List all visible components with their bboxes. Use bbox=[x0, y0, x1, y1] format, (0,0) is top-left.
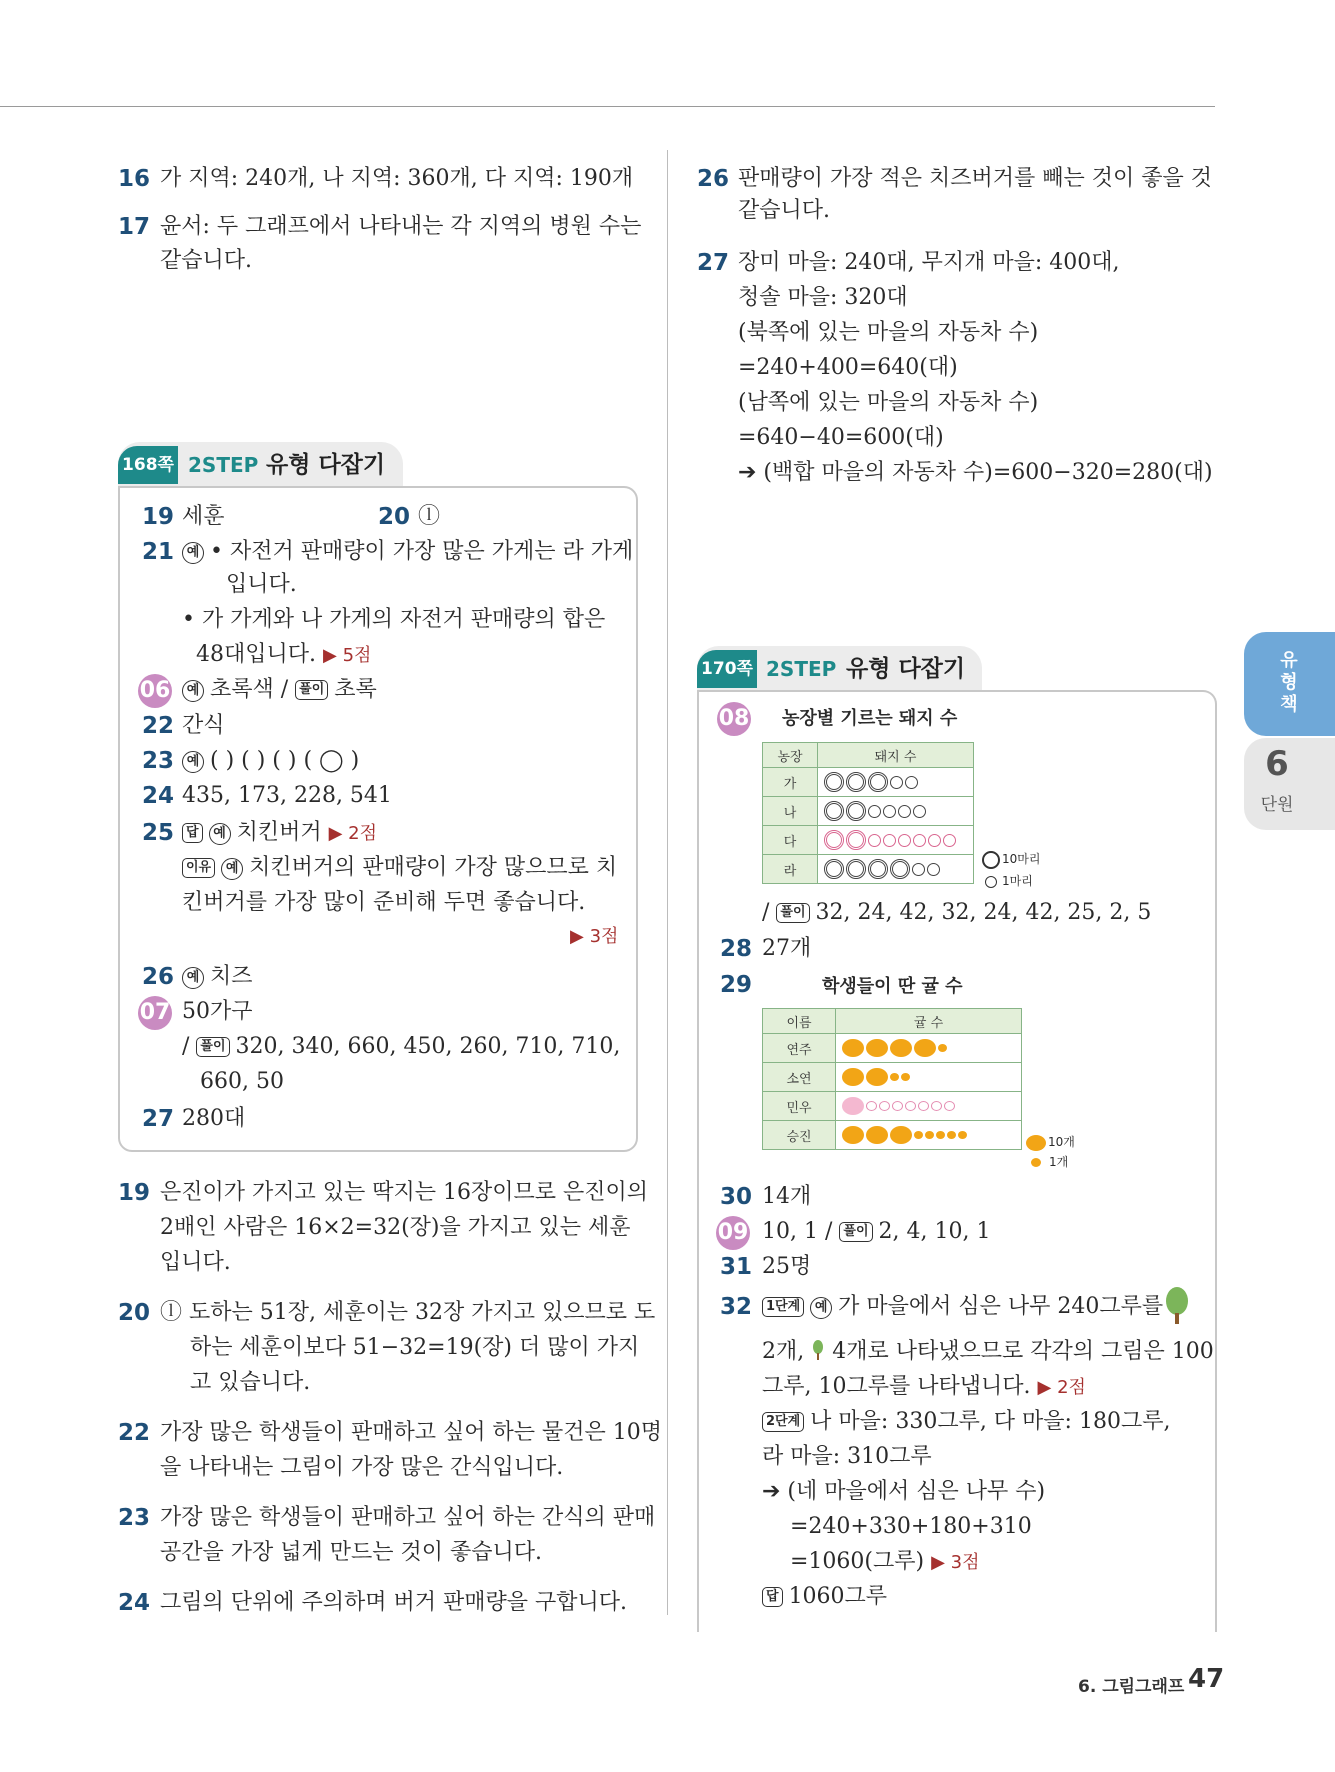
tangerine-10-icon bbox=[890, 1039, 912, 1057]
pig-1-icon bbox=[898, 805, 911, 818]
s22-number: 22 bbox=[118, 1420, 151, 1446]
big-tree-icon bbox=[1164, 1286, 1190, 1326]
footer-chapter: 6. 그림그래프 bbox=[1078, 1677, 1185, 1697]
tangerine-1-icon bbox=[936, 1131, 945, 1139]
pig-10-icon bbox=[846, 859, 866, 879]
tangerine-1-icon bbox=[938, 1044, 947, 1052]
pig-1-icon bbox=[943, 834, 956, 847]
pig-1-icon bbox=[883, 834, 896, 847]
b29-graph-title: 학생들이 딴 귤 수 bbox=[822, 976, 963, 997]
b29-number: 29 bbox=[720, 972, 753, 998]
q27-line6: =640−40=600(대) bbox=[738, 425, 944, 450]
b08-graph-title: 농장별 기르는 돼지 수 bbox=[782, 708, 958, 729]
column-divider bbox=[667, 150, 668, 1615]
q26-number: 26 bbox=[697, 166, 730, 192]
q27-line1: 장미 마을: 240대, 무지개 마을: 400대, bbox=[738, 250, 1120, 275]
table-row: 라 bbox=[763, 855, 974, 884]
q27-line2: 청솔 마을: 320대 bbox=[738, 285, 908, 310]
table-row: 민우 bbox=[763, 1092, 1022, 1121]
b07-line3: 660, 50 bbox=[200, 1069, 284, 1094]
b21-line1: 예 • 자전거 판매량이 가장 많은 가게는 라 가게 bbox=[182, 537, 633, 567]
b31-number: 31 bbox=[720, 1254, 753, 1280]
q27-line3: (북쪽에 있는 마을의 자동차 수) bbox=[738, 320, 1039, 345]
b24-number: 24 bbox=[142, 783, 175, 809]
b26-text: 예 치즈 bbox=[182, 962, 253, 992]
s20-number: 20 bbox=[118, 1300, 151, 1326]
pig-1-icon bbox=[905, 776, 918, 789]
b32-line6: ➔ (네 마을에서 심은 나무 수) bbox=[762, 1479, 1046, 1504]
table-row: 승진 bbox=[763, 1121, 1022, 1150]
b32-line4: 2단계 나 마을: 330그루, 다 마을: 180그루, bbox=[762, 1407, 1170, 1437]
reason-tag: 이유 bbox=[182, 858, 215, 878]
tangerine-10-icon bbox=[914, 1039, 936, 1057]
b07-number-badge: 07 bbox=[138, 996, 172, 1030]
b32-line3: 그루, 10그루를 나타냅니다. ▶ 2점 bbox=[762, 1374, 1086, 1399]
b19-number: 19 bbox=[142, 504, 175, 530]
tangerine-1-icon bbox=[890, 1073, 899, 1081]
pig-10-icon bbox=[868, 772, 888, 792]
q17-line2: 같습니다. bbox=[160, 248, 253, 273]
side-tab-type-book[interactable]: 유형책 bbox=[1244, 632, 1335, 736]
pig-1-icon bbox=[912, 863, 925, 876]
s22-line2: 을 나타내는 그림이 가장 많은 간식입니다. bbox=[160, 1455, 564, 1480]
q27-line4: =240+400=640(대) bbox=[738, 355, 958, 380]
q27-line5: (남쪽에 있는 마을의 자동차 수) bbox=[738, 390, 1039, 415]
s19-number: 19 bbox=[118, 1180, 151, 1206]
s19-line2: 2배인 사람은 16×2=32(장)을 가지고 있는 세훈 bbox=[160, 1215, 631, 1240]
b25-points: ▶ 3점 bbox=[570, 926, 619, 947]
b25-line3: 킨버거를 가장 많이 준비해 두면 좋습니다. bbox=[182, 890, 586, 915]
b32-line8: =1060(그루) ▶ 3점 bbox=[790, 1549, 980, 1574]
b20-text: ⓛ bbox=[418, 504, 441, 529]
pig-1-icon bbox=[927, 863, 940, 876]
s23-line1: 가장 많은 학생들이 판매하고 싶어 하는 간식의 판매 bbox=[160, 1505, 656, 1530]
answer-tag: 답 bbox=[762, 1587, 783, 1607]
tangerine-1-icon bbox=[925, 1131, 934, 1139]
points-label: ▶ 5점 bbox=[323, 645, 372, 666]
b07-text: 50가구 bbox=[182, 999, 253, 1024]
section-title: 유형 다잡기 bbox=[266, 452, 386, 478]
solution-tag: 풀이 bbox=[295, 680, 328, 700]
tangerine-10-icon bbox=[842, 1097, 864, 1115]
table-row: 소연 bbox=[763, 1063, 1022, 1092]
table-row: 연주 bbox=[763, 1034, 1022, 1063]
b21-line3: • 가 가게와 나 가게의 자전거 판매량의 합은 bbox=[182, 607, 606, 632]
b21-number: 21 bbox=[142, 539, 175, 565]
b08-answer: / 풀이 32, 24, 42, 32, 24, 42, 25, 2, 5 bbox=[762, 900, 1152, 925]
pig-graph-table bbox=[762, 742, 974, 884]
b32-line9: 답 1060그루 bbox=[762, 1582, 887, 1612]
pig-legend: 10마리 1마리 bbox=[982, 848, 1040, 892]
s20-line2: 하는 세훈이보다 51−32=19(장) 더 많이 가지 bbox=[190, 1335, 640, 1360]
b32-number: 32 bbox=[720, 1294, 753, 1320]
b30-text: 14개 bbox=[762, 1184, 812, 1209]
q17-number: 17 bbox=[118, 214, 151, 240]
s24-line1: 그림의 단위에 주의하며 버거 판매량을 구합니다. bbox=[160, 1590, 628, 1615]
step1-tag: 1단계 bbox=[762, 1297, 804, 1317]
pig-10-icon bbox=[824, 830, 844, 850]
b32-line1: 1단계 예 가 마을에서 심은 나무 240그루를 bbox=[762, 1292, 1163, 1322]
b25-line1: 답 예 치킨버거 ▶ 2점 bbox=[182, 818, 377, 849]
pig-10-icon bbox=[868, 859, 888, 879]
s22-line1: 가장 많은 학생들이 판매하고 싶어 하는 물건은 10명 bbox=[160, 1420, 662, 1445]
pig-1-icon bbox=[913, 805, 926, 818]
tangerine-legend: 10개 1개 bbox=[1026, 1132, 1075, 1172]
tangerine-1-icon bbox=[914, 1131, 923, 1139]
s19-line3: 입니다. bbox=[160, 1250, 231, 1275]
b09-number-badge: 09 bbox=[716, 1216, 750, 1250]
tangerine-1-icon bbox=[958, 1131, 967, 1139]
b07-line2: / 풀이 320, 340, 660, 450, 260, 710, 710, bbox=[182, 1034, 621, 1059]
b21-line2: 입니다. bbox=[226, 572, 297, 597]
s19-line1: 은진이가 가지고 있는 딱지는 16장이므로 은진이의 bbox=[160, 1180, 649, 1205]
section-title: 유형 다잡기 bbox=[846, 656, 966, 682]
s23-line2: 공간을 가장 넓게 만드는 것이 좋습니다. bbox=[160, 1540, 542, 1565]
side-tab-unit[interactable]: 6 단원 bbox=[1244, 738, 1335, 830]
answer-tag: 답 bbox=[182, 823, 203, 843]
step-label: 2STEP bbox=[766, 657, 837, 681]
q17-line1: 윤서: 두 그래프에서 나타내는 각 지역의 병원 수는 bbox=[160, 214, 642, 239]
b32-line5: 라 마을: 310그루 bbox=[762, 1444, 932, 1469]
small-circle-icon bbox=[985, 876, 997, 888]
b32-line2: 2개, 4개로 나타냈으므로 각각의 그림은 100 bbox=[762, 1339, 1214, 1364]
tangerine-10-icon bbox=[866, 1039, 888, 1057]
s20-line3: 고 있습니다. bbox=[190, 1370, 311, 1395]
b09-text: 10, 1 / 풀이 2, 4, 10, 1 bbox=[762, 1219, 991, 1244]
b25-number: 25 bbox=[142, 820, 175, 846]
tangerine-1-icon bbox=[918, 1101, 929, 1111]
pig-1-icon bbox=[928, 834, 941, 847]
page-number: 47 bbox=[1188, 1664, 1225, 1694]
q16-text: 가 지역: 240개, 나 지역: 360개, 다 지역: 190개 bbox=[160, 166, 634, 191]
tangerine-1-icon bbox=[944, 1101, 955, 1111]
step2-tag: 2단계 bbox=[762, 1412, 804, 1432]
q27-number: 27 bbox=[697, 250, 730, 276]
page-badge: 170쪽 bbox=[697, 650, 757, 688]
tangerine-1-icon bbox=[931, 1101, 942, 1111]
table-row: 나 bbox=[763, 797, 974, 826]
tangerine-1-icon bbox=[866, 1101, 877, 1111]
tangerine-10-icon bbox=[842, 1039, 864, 1057]
b22-number: 22 bbox=[142, 713, 175, 739]
pig-10-icon bbox=[846, 801, 866, 821]
b26-number: 26 bbox=[142, 964, 175, 990]
col-header-pigs: 돼지 수 bbox=[818, 743, 974, 768]
pig-1-icon bbox=[868, 805, 881, 818]
s23-number: 23 bbox=[118, 1505, 151, 1531]
big-tangerine-icon bbox=[1026, 1135, 1046, 1151]
tangerine-graph-table bbox=[762, 1008, 1022, 1150]
b23-text: 예 ( ) ( ) ( ) ( ◯ ) bbox=[182, 746, 359, 776]
s24-number: 24 bbox=[118, 1590, 151, 1616]
tangerine-1-icon bbox=[905, 1101, 916, 1111]
tangerine-10-icon bbox=[842, 1068, 864, 1086]
tangerine-1-icon bbox=[947, 1131, 956, 1139]
q16-number: 16 bbox=[118, 166, 151, 192]
b27-number: 27 bbox=[142, 1106, 175, 1132]
tangerine-1-icon bbox=[901, 1073, 910, 1081]
table-row: 다 bbox=[763, 826, 974, 855]
tangerine-10-icon bbox=[866, 1126, 888, 1144]
small-tree-icon bbox=[811, 1339, 825, 1361]
b24-text: 435, 173, 228, 541 bbox=[182, 783, 392, 808]
b30-number: 30 bbox=[720, 1184, 753, 1210]
q26-line2: 같습니다. bbox=[738, 198, 831, 223]
pig-1-icon bbox=[898, 834, 911, 847]
table-row: 가 bbox=[763, 768, 974, 797]
pig-1-icon bbox=[890, 776, 903, 789]
col-header-name: 이름 bbox=[763, 1009, 836, 1034]
tangerine-10-icon bbox=[866, 1068, 888, 1086]
tangerine-1-icon bbox=[892, 1101, 903, 1111]
b31-text: 25명 bbox=[762, 1254, 812, 1279]
pig-10-icon bbox=[824, 772, 844, 792]
pig-10-icon bbox=[846, 772, 866, 792]
b28-text: 27개 bbox=[762, 936, 812, 961]
pig-1-icon bbox=[883, 805, 896, 818]
b25-line2: 이유 예 치킨버거의 판매량이 가장 많으므로 치 bbox=[182, 853, 617, 883]
b20-number: 20 bbox=[378, 504, 411, 530]
example-mark: 예 bbox=[182, 542, 204, 564]
b19-text: 세훈 bbox=[182, 504, 225, 529]
q27-line7: ➔ (백합 마을의 자동차 수)=600−320=280(대) bbox=[738, 460, 1213, 485]
b06-number-badge: 06 bbox=[138, 674, 172, 708]
b27-text: 280대 bbox=[182, 1106, 246, 1131]
page-badge: 168쪽 bbox=[118, 446, 178, 484]
b22-text: 간식 bbox=[182, 713, 225, 738]
tangerine-10-icon bbox=[842, 1126, 864, 1144]
pig-10-icon bbox=[824, 801, 844, 821]
q26-line1: 판매량이 가장 적은 치즈버거를 빼는 것이 좋을 것 bbox=[738, 166, 1212, 191]
top-rule bbox=[0, 106, 1215, 107]
b28-number: 28 bbox=[720, 936, 753, 962]
b08-number-badge: 08 bbox=[717, 702, 751, 736]
tangerine-1-icon bbox=[879, 1101, 890, 1111]
b23-number: 23 bbox=[142, 748, 175, 774]
b21-line4: 48대입니다. ▶ 5점 bbox=[196, 642, 372, 667]
tangerine-10-icon bbox=[890, 1126, 912, 1144]
step-label: 2STEP bbox=[188, 453, 259, 477]
pig-1-icon bbox=[868, 834, 881, 847]
b06-text: 예 초록색 / 풀이 초록 bbox=[182, 675, 377, 705]
small-tangerine-icon bbox=[1031, 1158, 1041, 1167]
b32-line7: =240+330+180+310 bbox=[790, 1514, 1032, 1539]
pig-10-icon bbox=[824, 859, 844, 879]
col-header-farm: 농장 bbox=[763, 743, 818, 768]
pig-10-icon bbox=[846, 830, 866, 850]
s20-line1: ⓛ 도하는 51장, 세훈이는 32장 가지고 있으므로 도 bbox=[160, 1300, 656, 1325]
pig-1-icon bbox=[913, 834, 926, 847]
big-circle-icon bbox=[982, 851, 1000, 869]
pig-10-icon bbox=[890, 859, 910, 879]
col-header-tangerines: 귤 수 bbox=[836, 1009, 1022, 1034]
